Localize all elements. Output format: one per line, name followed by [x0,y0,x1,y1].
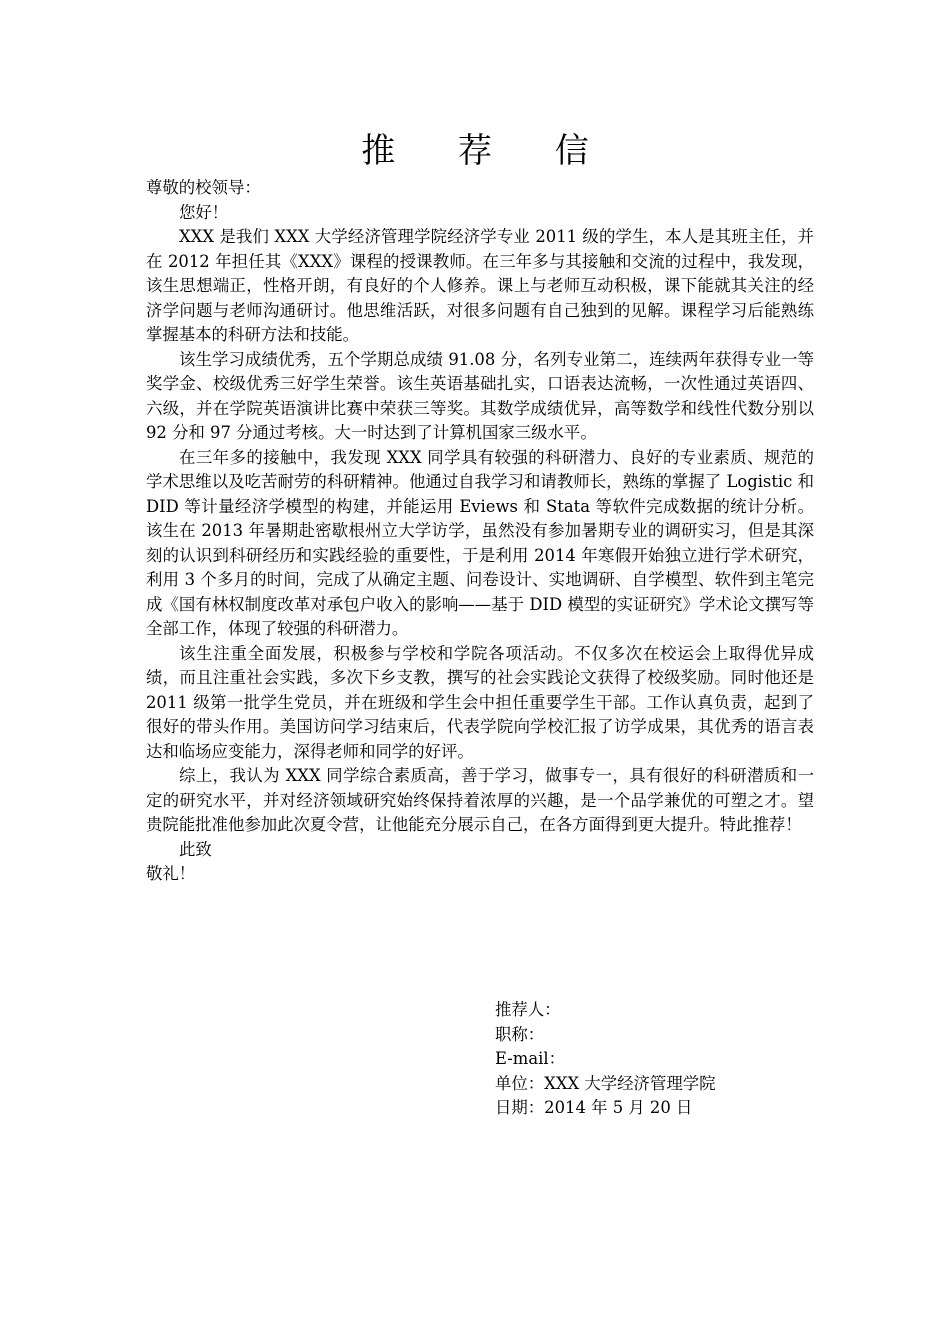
salutation: 尊敬的校领导： [146,178,261,197]
paragraph-academics: 该生学习成绩优秀，五个学期总成绩 91.08 分，名列专业第二，连续两年获得专业一等奖学金、校级优秀三好学生荣誉。该生英语基础扎实，口语表达流畅，一次性通过英语四、六级，并在学院英语演讲比赛中荣获三等奖。其数学成绩优异，高等数学和线性代数分别以 92 分和 97 分通过考核。大一时达到了计算机国家三级水平。 [146,349,814,442]
email-line: E-mail： [495,1049,565,1068]
letter-body [146,176,814,887]
job-title-line: 职称： [495,1024,545,1044]
greeting: 您好！ [179,202,229,222]
date-line: 日期：2014 年 5 月 20 日 [495,1098,693,1117]
paragraph-activities: 该生注重全面发展，积极参与学校和学院各项活动。不仅多次在校运会上取得优异成绩，而且注重社会实践，多次下乡支教，撰写的社会实践论文获得了校级奖励。同时他还是 2011 级第一批学生党员，并在班级和学生会中担任重要学生干部。工作认真负责，起到了很好的带头作用。美国访问学习结束后，代表学院向学校汇报了访学成果，其优秀的语言表达和临场应变能力，深得老师和同学的好评。 [146,643,814,761]
paragraph-conclusion: 综上，我认为 XXX 同学综合素质高，善于学习，做事专一，具有很好的科研潜质和一定的研究水平，并对经济领域研究始终保持着浓厚的兴趣，是一个品学兼优的可塑之才。望贵院能批准他参加此次夏令营，让他能充分展示自己，在各方面得到更大提升。特此推荐！ [146,766,814,834]
closing-salute: 敬礼！ [146,864,196,883]
signature-block [495,998,815,1121]
closing-respectfully: 此致 [179,839,212,859]
recommender-line: 推荐人： [495,1000,561,1019]
letter-title: 推 荐 信 [361,131,615,171]
unit-line: 单位：XXX 大学经济管理学院 [495,1073,716,1093]
paragraph-intro: XXX 是我们 XXX 大学经济管理学院经济学专业 2011 级的学生，本人是其班主任，并在 2012 年担任其《XXX》课程的授课教师。在三年多与其接触和交流的过程中，我发现，该生思想端正，性格开朗，有良好的个人修养。课上与老师互动积极，课下能就其关注的经济学问题与老师沟通研讨。他思维活跃，对很多问题有自己独到的见解。课程学习后能熟练掌握基本的科研方法和技能。 [146,227,814,344]
paragraph-research: 在三年多的接触中，我发现 XXX 同学具有较强的科研潜力、良好的专业素质、规范的学术思维以及吃苦耐劳的科研精神。他通过自我学习和请教师长，熟练的掌握了 Logistic 和 DID 等计量经济学模型的构建，并能运用 Eviews 和 Stata 等软件完成数据的统计分析。该生在 2013 年暑期赴密歇根州立大学访学，虽然没有参加暑期专业的调研实习，但是其深刻的认识到科研经历和实践经验的重要性，于是利用 2014 年寒假开始独立进行学术研究，利用 3 个多月的时间，完成了从确定主题、问卷设计、实地调研、自学模型、软件到主笔完成《国有林权制度改革对承包户收入的影响——基于 DID 模型的实证研究》学术论文撰写等全部工作，体现了较强的科研潜力。 [146,447,814,638]
